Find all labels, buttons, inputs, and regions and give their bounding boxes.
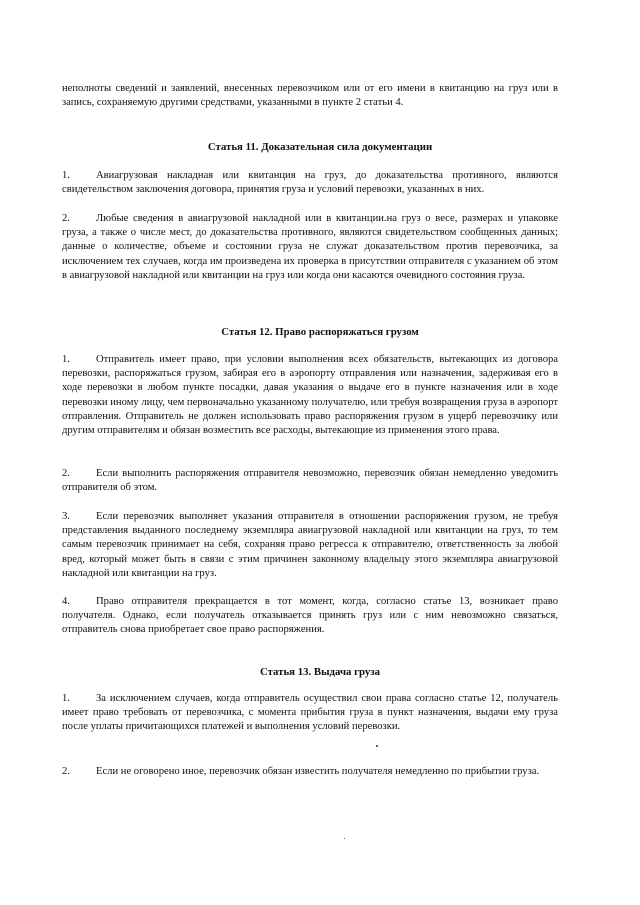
item-text: Если перевозчик выполняет указания отправителя в отношении распоряжения грузом, не требуя представления выданного последнему экземпляра авиагрузовой накладной или квитанции на груз, то тем самым перевозчик принимает на себя, сохраняя право регресса к отправителю, ответственность за любой вред, который может быть в связи с этим причинен законному владельцу этого экземпляра авиагрузовой накладной или квитанции на груз.	[62, 511, 558, 579]
scan-speck	[344, 838, 345, 839]
item-number: 2.	[62, 213, 70, 224]
article-13-heading: Статья 13. Выдача груза	[259, 666, 381, 678]
item-text: Право отправителя прекращается в тот момент, когда, согласно статье 13, возникает право получателя. Однако, если получатель отказывается принять груз или с ним невозможно связаться, отправитель снова приобретает свое право распоряжения.	[62, 596, 558, 636]
article-12-item-2	[62, 467, 558, 495]
article-11-item-2	[62, 212, 558, 283]
item-number: 2.	[62, 766, 70, 777]
continuation-paragraph: неполноты сведений и заявлений, внесенных перевозчиком или от его имени в квитанцию на груз или в запись, сохраняемую другими средствами, указанными в пункте 2 статьи 4.	[62, 83, 558, 109]
item-text: Любые сведения в авиагрузовой накладной или в квитанции.на груз о весе, размерах и упаковке груза, а также о числе мест, до доказательства противного, являются свидетельством сообщенных данных; данные о количестве, объеме и состоянии груза не служат доказательством против перевозчика, за исключением тех случаев, когда им произведена их проверка в присутствии отправителя с указанием об этом в авиагрузовой накладной или квитанции на груз или когда они касаются очевидного состояния груза.	[62, 213, 558, 281]
article-11-item-1	[62, 169, 558, 197]
item-text: Если не оговорено иное, перевозчик обязан известить получателя немедленно по прибытии груза.	[96, 766, 540, 777]
item-number: 1.	[62, 170, 70, 181]
item-number: 1.	[62, 693, 70, 704]
item-number: 2.	[62, 468, 70, 479]
article-13-item-2	[62, 765, 558, 779]
item-text: Отправитель имеет право, при условии выполнения всех обязательств, вытекающих из договора перевозки, распоряжаться грузом, забирая его в аэропорту отправления или назначения, задерживая его в ходе перевозки в любом пункте посадки, давая указания о выдаче его в пункте назначения или в ходе перевозки иному лицу, чем первоначально указанному получателю, или требуя возвращения груза в аэропорт отправления. Отправитель не должен использовать право распоряжения грузом в ущерб перевозчику или другим отправителям и обязан возместить все расходы, вытекающие из применения этого права.	[62, 354, 558, 437]
article-12-item-3	[62, 510, 558, 581]
item-number: 4.	[62, 596, 70, 607]
article-12-item-4	[62, 595, 558, 638]
article-11-heading: Статья 11. Доказательная сила документации	[207, 141, 433, 153]
item-number: 1.	[62, 354, 70, 365]
item-text: Если выполнить распоряжения отправителя невозможно, перевозчик обязан немедленно уведомить отправителя об этом.	[62, 468, 558, 494]
article-12-item-1	[62, 353, 558, 438]
item-text: Авиагрузовая накладная или квитанция на груз, до доказательства противного, являются свидетельством заключения договора, принятия груза и условий перевозки, указанных в них.	[62, 170, 558, 196]
item-number: 3.	[62, 511, 70, 522]
scan-speck	[376, 745, 378, 747]
article-13-item-1	[62, 692, 558, 735]
article-12-heading: Статья 12. Право распоряжаться грузом	[221, 326, 419, 338]
item-text: За исключением случаев, когда отправитель осуществил свои права согласно статье 12, получатель имеет право требовать от перевозчика, с момента прибытия груза в пункт назначения, выдачи ему груза после уплаты причитающихся платежей и выполнения условий перевозки.	[62, 693, 558, 733]
